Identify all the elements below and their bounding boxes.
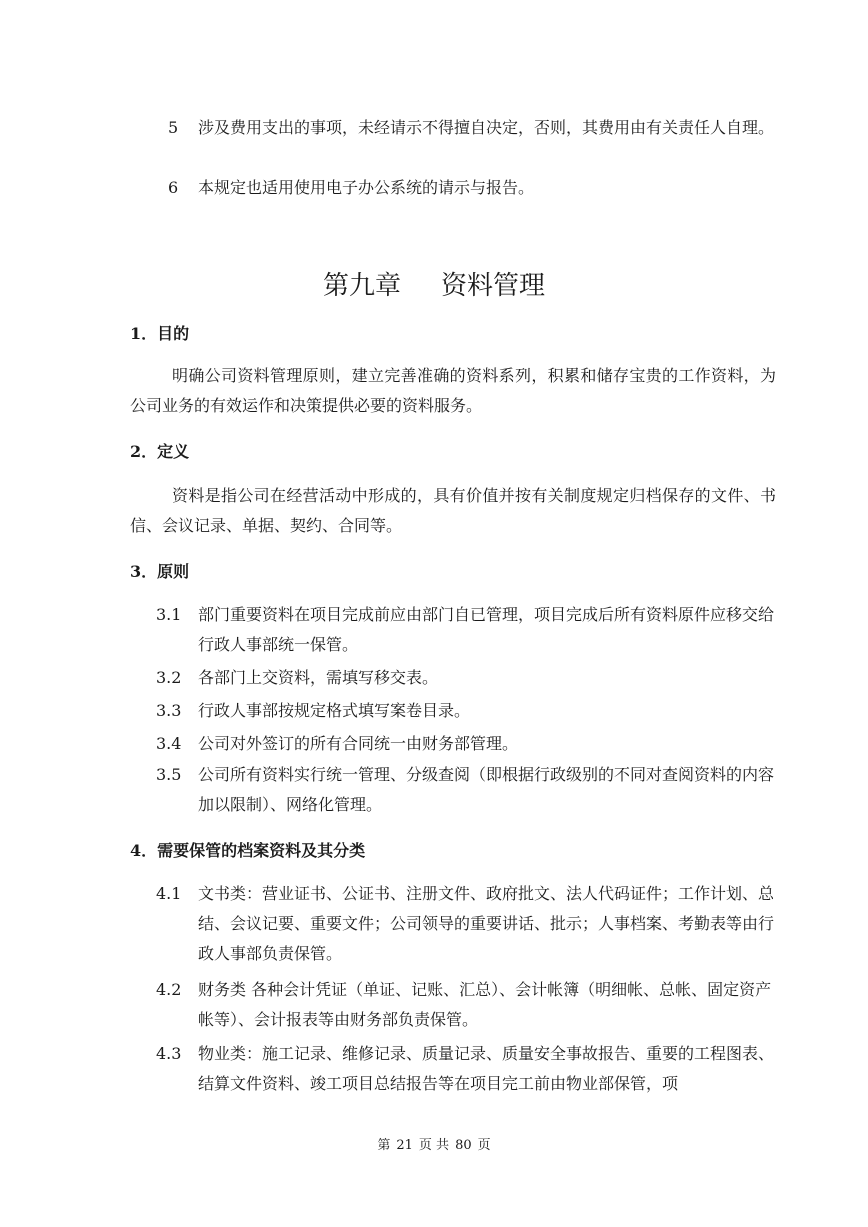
page-number: 21: [396, 1138, 413, 1153]
item-text: 文书类：营业证书、公证书、注册文件、政府批文、法人代码证件；工作计划、总结、会议记要、重要文件；公司领导的重要讲话、批示；人事档案、考勤表等由行政人事部负责保管。: [198, 884, 775, 963]
item-number: 4.2: [156, 980, 182, 999]
chapter-name: 资料管理: [441, 271, 546, 301]
item-text: 本规定也适用使用电子办公系统的请示与报告。: [198, 178, 535, 197]
section-heading: 4．需要保管的档案资料及其分类: [130, 841, 366, 860]
section-heading: 2．定义: [130, 442, 190, 461]
item-number: 3.4: [156, 734, 182, 753]
chapter-number: 第九章: [322, 271, 401, 301]
item-text: 公司对外签订的所有合同统一由财务部管理。: [198, 734, 519, 753]
footer-suffix: 页: [477, 1138, 491, 1153]
item-number: 4.3: [156, 1044, 182, 1063]
item-number: 3.2: [156, 668, 182, 687]
page-total: 80: [455, 1138, 472, 1153]
item-number: 3.1: [156, 605, 182, 624]
item-number: 5: [168, 118, 179, 137]
section-paragraph: 明确公司资料管理原则，建立完善准确的资料系列，积累和储存宝贵的工作资料，为公司业务的有效运作和决策提供必要的资料服务。: [130, 366, 776, 415]
footer-prefix: 第: [377, 1138, 391, 1153]
item-text: 物业类：施工记录、维修记录、质量记录、质量安全事故报告、重要的工程图表、结算文件资料、竣工项目总结报告等在项目完工前由物业部保管，项: [198, 1044, 775, 1093]
item-text: 公司所有资料实行统一管理、分级查阅（即根据行政级别的不同对查阅资料的内容加以限制）、网络化管理。: [198, 765, 775, 814]
item-text: 行政人事部按规定格式填写案卷目录。: [198, 701, 471, 720]
item-number: 6: [168, 178, 179, 197]
item-text: 各部门上交资料，需填写移交表。: [198, 668, 439, 687]
footer-middle: 页 共: [418, 1138, 450, 1153]
item-number: 3.3: [156, 701, 182, 720]
item-text: 财务类 各种会计凭证（单证、记账、汇总）、会计帐簿（明细帐、总帐、固定资产帐等）、会计报表等由财务部负责保管。: [198, 980, 772, 1029]
item-text: 部门重要资料在项目完成前应由部门自已管理，项目完成后所有资料原件应移交给行政人事部统一保管。: [198, 605, 775, 654]
item-number: 3.5: [156, 765, 182, 784]
chapter-title: [0, 266, 868, 306]
page-footer: [0, 1136, 868, 1156]
item-number: 4.1: [156, 884, 182, 903]
section-paragraph: 资料是指公司在经营活动中形成的，具有价值并按有关制度规定归档保存的文件、书信、会议记录、单据、契约、合同等。: [130, 486, 776, 535]
section-heading: 3．原则: [130, 562, 190, 581]
section-heading: 1．目的: [130, 324, 190, 343]
item-text: 涉及费用支出的事项，未经请示不得擅自决定，否则，其费用由有关责任人自理。: [198, 118, 775, 137]
